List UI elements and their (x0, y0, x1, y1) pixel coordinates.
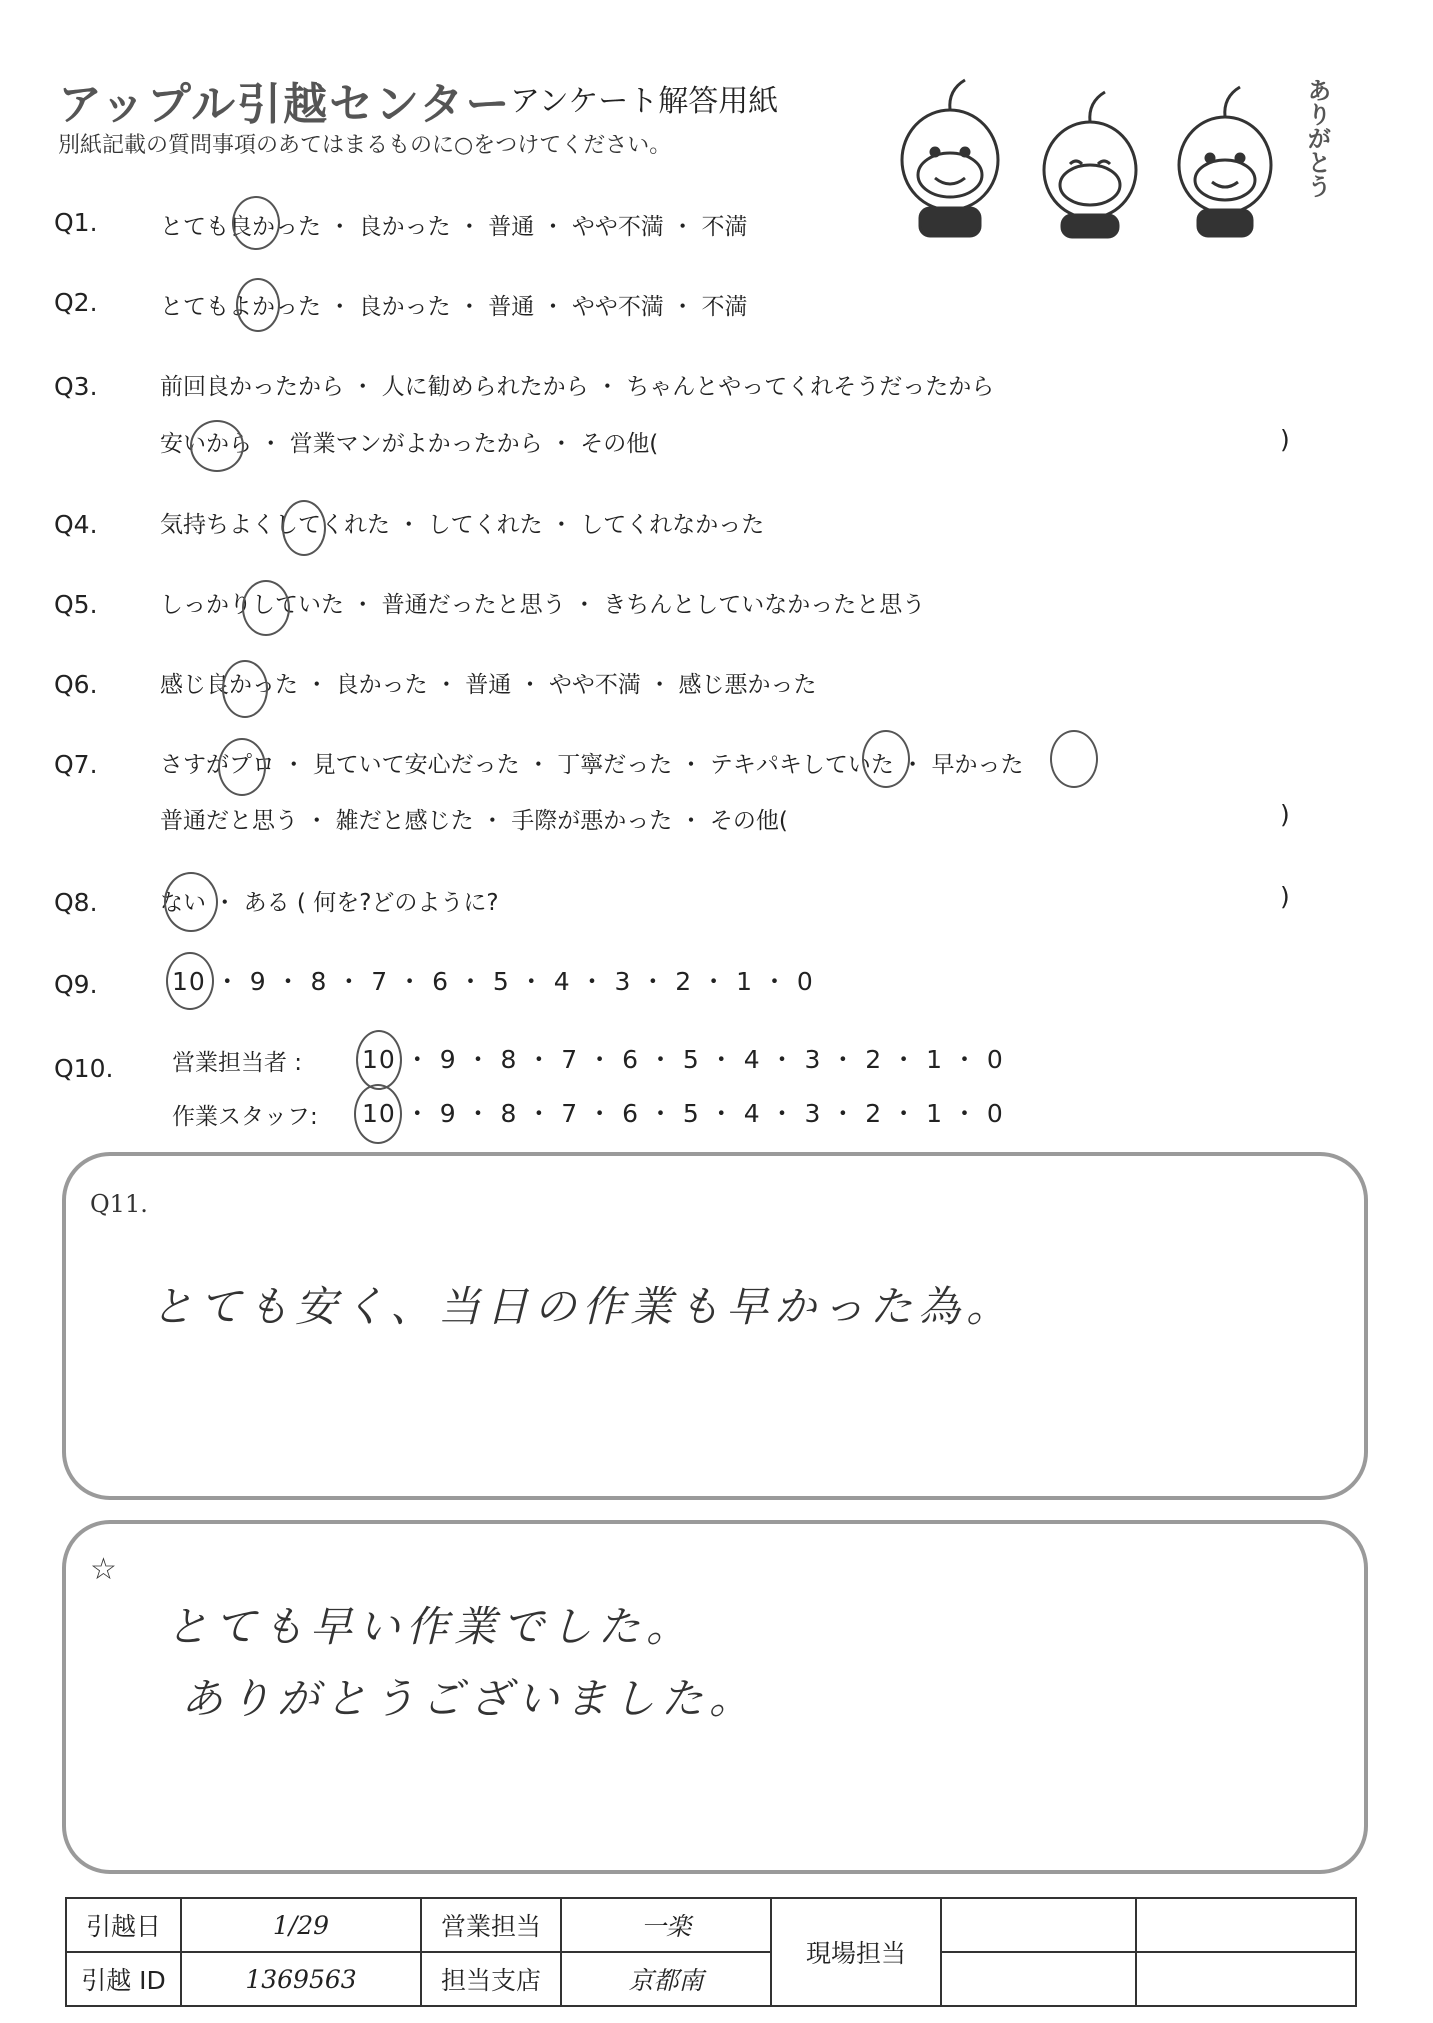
sales-label: 営業担当 (421, 1898, 561, 1952)
branch-label: 担当支店 (421, 1952, 561, 2006)
monkey-1-icon (902, 80, 998, 236)
q9-scale: 10 ・ 9 ・ 8 ・ 7 ・ 6 ・ 5 ・ 4 ・ 3 ・ 2 ・ 1 ・ 0 (172, 967, 814, 996)
q10-sales-scale: 10 ・ 9 ・ 8 ・ 7 ・ 6 ・ 5 ・ 4 ・ 3 ・ 2 ・ 1 ・ 0 (362, 1045, 1004, 1074)
q9-answer-circle (166, 952, 214, 1010)
site-label: 現場担当 (771, 1898, 941, 2006)
q8-close-paren: ) (1280, 882, 1290, 911)
q5-answer-circle (242, 580, 290, 636)
q7-close-paren: ) (1280, 800, 1290, 829)
site-cell-2 (1136, 1898, 1356, 1952)
monkey-3-icon (1179, 87, 1271, 236)
q10-label: Q10. (54, 1054, 114, 1083)
monkey-2-icon (1044, 92, 1136, 237)
q10-staff-answer-circle (354, 1084, 402, 1144)
q7-options-line2: 普通だと思う ・ 雑だと感じた ・ 手際が悪かった ・ その他( (160, 808, 788, 834)
q2-label: Q2. (54, 288, 98, 317)
moving-id-value: 1369563 (181, 1952, 421, 2006)
company-title: アップル引越センター (58, 79, 512, 130)
q5-options: しっかりしていた ・ 普通だったと思う ・ きちんとしていなかったと思う (160, 592, 926, 618)
q1-options: とても良かった ・ 良かった ・ 普通 ・ やや不満 ・ 不満 (160, 214, 748, 240)
q7-options-line1: さすがプロ ・ 見ていて安心だった ・ 丁寧だった ・ テキパキしていた ・ 早かった (160, 752, 1024, 778)
star-handwritten-line2: ありがとうございました。 (181, 1674, 758, 1723)
q11-handwritten-answer: とても安く、当日の作業も早かった為。 (151, 1282, 1015, 1331)
star-icon: ☆ (90, 1552, 117, 1587)
q9-label: Q9. (54, 970, 98, 999)
q10-sales-answer-circle (356, 1030, 402, 1090)
q3-options-line2: 安いから ・ 営業マンがよかったから ・ その他( (160, 431, 659, 457)
site-cell-4 (1136, 1952, 1356, 2006)
q5-label: Q5. (54, 590, 98, 619)
q4-answer-circle (282, 500, 326, 556)
q1-answer-circle (232, 196, 280, 250)
q8-answer-circle (164, 872, 218, 932)
q4-label: Q4. (54, 510, 98, 539)
q6-answer-circle (222, 660, 268, 718)
q6-options: 感じ良かった ・ 良かった ・ 普通 ・ やや不満 ・ 感じ悪かった (160, 672, 817, 698)
sales-value: 一楽 (561, 1898, 771, 1952)
q1-label: Q1. (54, 208, 98, 237)
q10-sales-label: 営業担当者 : (172, 1050, 303, 1076)
q3-close-paren: ) (1280, 425, 1290, 454)
branch-value: 京都南 (561, 1952, 771, 2006)
site-cell-1 (941, 1898, 1136, 1952)
q10-staff-label: 作業スタッフ: (172, 1104, 318, 1130)
q6-label: Q6. (54, 670, 98, 699)
moving-date-label: 引越日 (66, 1898, 181, 1952)
q10-staff-scale: 10 ・ 9 ・ 8 ・ 7 ・ 6 ・ 5 ・ 4 ・ 3 ・ 2 ・ 1 ・ 0 (362, 1099, 1004, 1128)
q3-options-line1: 前回良かったから ・ 人に勧められたから ・ ちゃんとやってくれそうだったから (160, 374, 995, 400)
q3-answer-circle (190, 420, 244, 472)
instruction-text: 別紙記載の質問事項のあてはまるものに○をつけてください。 (58, 133, 672, 158)
q2-options: とてもよかった ・ 良かった ・ 普通 ・ やや不満 ・ 不満 (160, 294, 748, 320)
q11-comment-box (62, 1152, 1368, 1500)
monkey-mascots-illustration (880, 60, 1300, 240)
thanks-text: ありがとう (1303, 78, 1331, 198)
q8-options: ない ・ ある ( 何を?どのように? (160, 890, 499, 916)
q8-label: Q8. (54, 888, 98, 917)
q7-answer-circle-1 (218, 738, 266, 796)
q4-options: 気持ちよくしてくれた ・ してくれた ・ してくれなかった (160, 512, 765, 538)
q7-label: Q7. (54, 750, 98, 779)
q3-label: Q3. (54, 372, 98, 401)
site-cell-3 (941, 1952, 1136, 2006)
star-comment-box (62, 1520, 1368, 1874)
moving-date-value: 1/29 (181, 1898, 421, 1952)
q11-label: Q11. (90, 1190, 148, 1218)
moving-id-label: 引越 ID (66, 1952, 181, 2006)
form-subtitle: アンケート解答用紙 (510, 84, 779, 119)
q2-answer-circle (236, 278, 280, 332)
q7-answer-circle-3 (1050, 730, 1098, 788)
star-handwritten-line1: とても早い作業でした。 (166, 1602, 695, 1651)
footer-info-table (65, 1897, 1357, 2007)
q7-answer-circle-2 (862, 730, 910, 788)
